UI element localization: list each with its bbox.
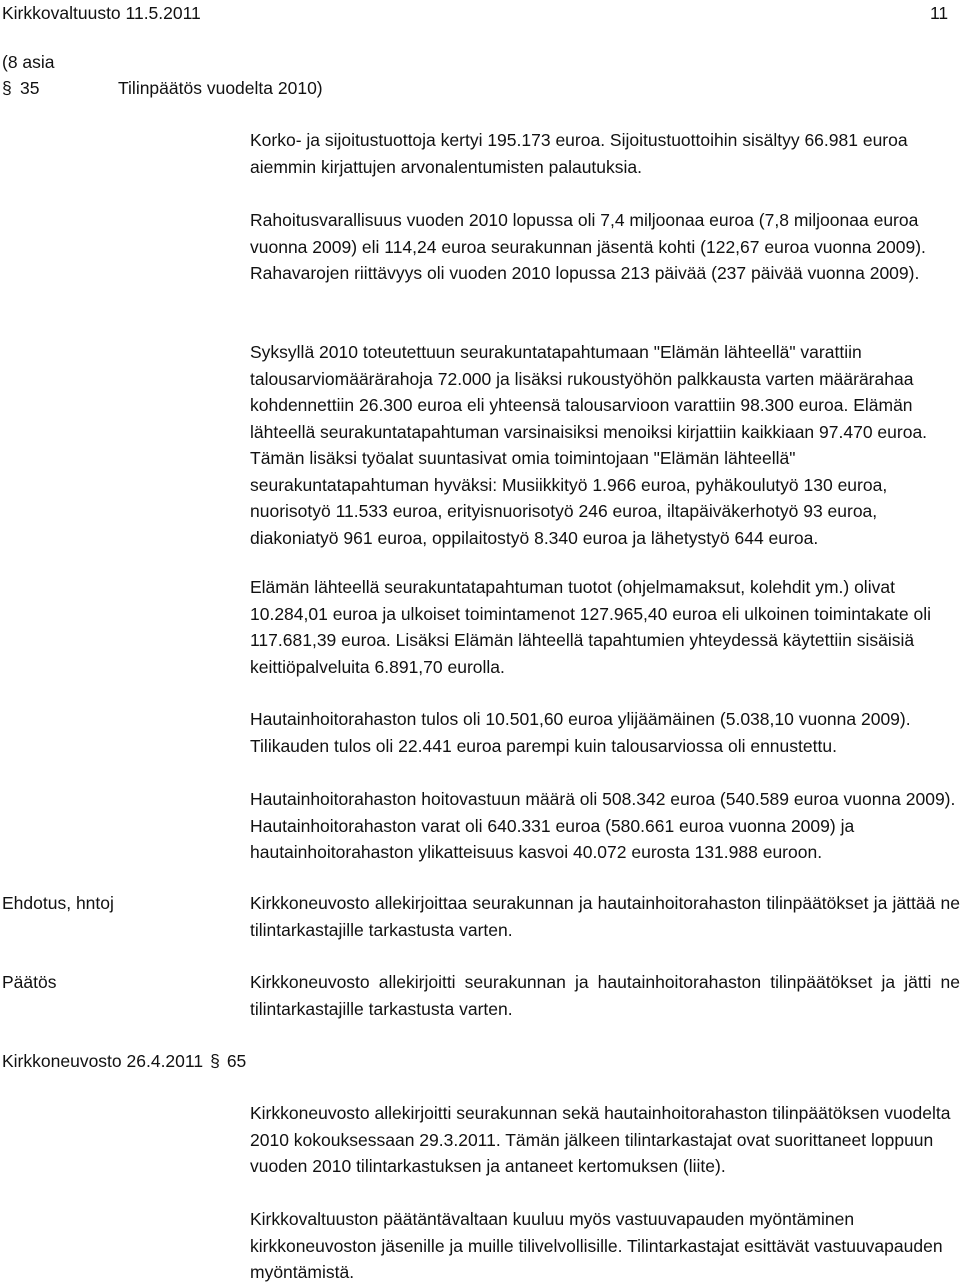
- agenda-section-heading: [2, 75, 323, 102]
- section-mark: §: [2, 78, 12, 98]
- council-reference: [2, 1048, 246, 1075]
- council-reference-label: Kirkkoneuvosto 26.4.2011: [2, 1051, 204, 1071]
- page-number: 11: [930, 3, 949, 23]
- decision-label: Päätös: [2, 972, 57, 992]
- paragraph-grave-fund-liability: Hautainhoitorahaston hoitovastuun määrä oli 508.342 euroa (540.589 euroa vuonna 2009). Hautainhoitorahaston varat oli 640.331 euroa (580.661 euroa vuonna 2009) ja hautainhoitorahaston ylikatteisuus kasvoi 40.072 eurosta 131.988 euroon.: [250, 789, 956, 862]
- paragraph-grave-fund-result: Hautainhoitorahaston tulos oli 10.501,60 euroa ylijäämäinen (5.038,10 vuonna 2009). Tilikauden tulos oli 22.441 euroa parempi kuin talousarviossa oli ennustettu.: [250, 709, 911, 756]
- paragraph-audit-completed: Kirkkoneuvosto allekirjoitti seurakunnan sekä hautainhoitorahaston tilinpäätöksen vuodelta 2010 kokouksessaan 29.3.2011. Tämän jälkeen tilintarkastajat ovat suorittaneet loppuun vuoden 2010 tilintarkastuksen ja antaneet kertomuksen (liite).: [250, 1103, 951, 1176]
- proposal-text: Kirkkoneuvosto allekirjoittaa seurakunnan ja hautainhoitorahaston tilinpäätökset ja jättää ne tilintarkastajille tarkastusta varten.: [250, 893, 960, 940]
- council-section-number: 65: [226, 1051, 247, 1071]
- paragraph-discharge-liability: Kirkkovaltuuston päätäntävaltaan kuuluu myös vastuuvapauden myöntäminen kirkkoneuvoston jäsenille ja muille tilivelvollisille. Tilintarkastajat esittävät vastuuvapauden myöntämistä.: [250, 1209, 943, 1282]
- decision-text: Kirkkoneuvosto allekirjoitti seurakunnan ja hautainhoitorahaston tilinpäätökset ja jätti ne tilintarkastajille tarkastusta varten.: [250, 972, 960, 1019]
- paragraph-event-income: Elämän lähteellä seurakuntatapahtuman tuotot (ohjelmamaksut, kolehdit ym.) olivat 10.284,01 euroa ja ulkoiset toimintamenot 127.965,40 euroa eli ulkoinen toimintakate oli 117.681,39 euroa. Lisäksi Elämän lähteellä tapahtumien yhteydessä käytettiin sisäisiä keittiöpalveluita 6.891,70 eurolla.: [250, 577, 932, 677]
- proposal-label: Ehdotus, hntoj: [2, 893, 114, 913]
- paragraph-financial-assets: Rahoitusvarallisuus vuoden 2010 lopussa oli 7,4 miljoonaa euroa (7,8 miljoonaa euroa vuonna 2009) eli 114,24 euroa seurakunnan jäsentä kohti (122,67 euroa vuonna 2009). Rahavarojen riittävyys oli vuoden 2010 lopussa 213 päivää (237 päivää vuonna 2009).: [250, 210, 926, 283]
- paragraph-investment-income: Korko- ja sijoitustuottoja kertyi 195.173 euroa. Sijoitustuottoihin sisältyy 66.981 euroa aiemmin kirjattujen arvonalentumisten palautuksia.: [250, 130, 908, 177]
- section-number: 35: [20, 78, 40, 98]
- paragraph-event-budget: Syksyllä 2010 toteutettuun seurakuntatapahtumaan "Elämän lähteellä" varattiin talousarviomäärärahoja 72.000 ja lisäksi rukoustyöhön palkkausta varten määrärahaa kohdennettiin 26.300 euroa eli yhteensä talousarvioon varattiin 98.300 euroa. Elämän lähteellä seurakuntatapahtuman varsinaisiksi menoiksi kirjattiin kaikkiaan 97.470 euroa. Tämän lisäksi työalat suuntasivat omia toimintojaan "Elämän lähteellä" seurakuntatapahtuman hyväksi: Musiikkityö 1.966 euroa, pyhäkoulutyö 130 euroa, nuorisotyö 11.533 euroa, erityisnuorisotyö 246 euroa, iltapäiväkerhotyö 93 euroa, diakoniatyö 961 euroa, oppilaitostyö 8.340 euroa ja lähetystyö 644 euroa.: [250, 342, 928, 548]
- document-header-title: Kirkkovaltuusto 11.5.2011: [2, 3, 201, 23]
- section-mark: §: [210, 1051, 220, 1071]
- section-title: Tilinpäätös vuodelta 2010): [118, 78, 323, 98]
- agenda-item-label: (8 asia: [2, 52, 55, 72]
